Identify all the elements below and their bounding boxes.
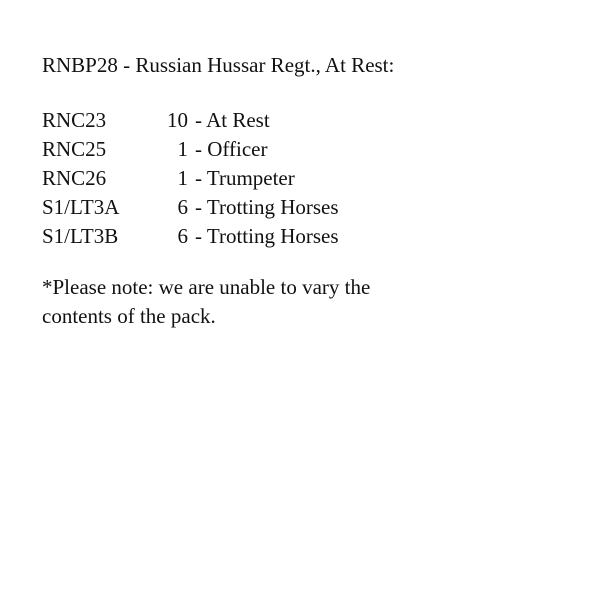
pack-title: RNBP28 - Russian Hussar Regt., At Rest:: [42, 53, 395, 77]
item-code: S1/LT3B: [42, 224, 119, 248]
item-code: RNC26: [42, 166, 107, 190]
item-code: S1/LT3A: [42, 195, 120, 219]
document: [42, 51, 572, 331]
list-item: [42, 193, 572, 222]
item-quantity: 6: [177, 224, 188, 248]
list-item: [42, 164, 572, 193]
item-code: RNC23: [42, 108, 107, 132]
item-quantity: 10: [167, 108, 188, 132]
list-item: [42, 106, 572, 135]
item-code: RNC25: [42, 137, 107, 161]
pack-note: *Please note: we are unable to vary the contents of the pack.: [42, 275, 371, 328]
list-item: [42, 222, 572, 251]
list-item: [42, 135, 572, 164]
item-quantity: 6: [177, 195, 188, 219]
item-description: - Trotting Horses: [195, 224, 339, 248]
item-description: - At Rest: [195, 108, 270, 132]
item-quantity: 1: [177, 137, 188, 161]
item-description: - Officer: [195, 137, 268, 161]
item-description: - Trumpeter: [195, 166, 295, 190]
pack-contents-list: [42, 106, 572, 251]
item-description: - Trotting Horses: [195, 195, 339, 219]
item-quantity: 1: [177, 166, 188, 190]
